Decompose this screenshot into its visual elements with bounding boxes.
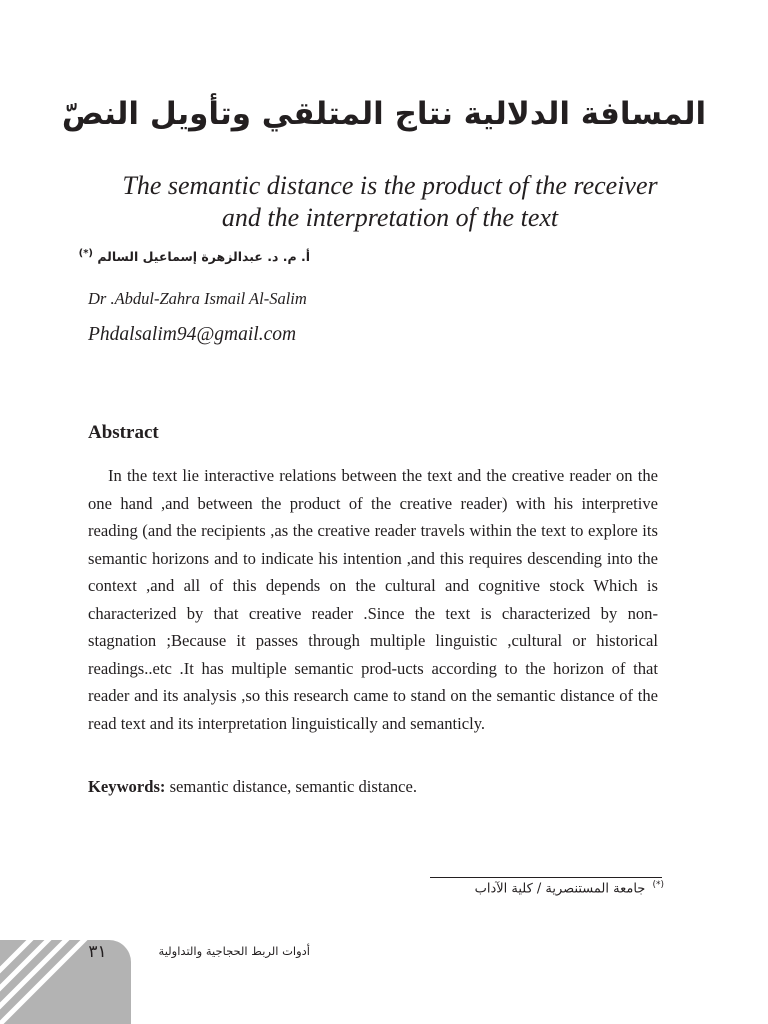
footnote-rule [430, 877, 662, 878]
english-author: Dr .Abdul-Zahra Ismail Al-Salim [88, 289, 307, 308]
english-title-line-1: The semantic distance is the product of the receiver [122, 171, 658, 200]
arabic-author [10, 248, 310, 264]
page-number: ٣١ [88, 942, 107, 962]
english-title-line-2: and the interpretation of the text [221, 203, 559, 232]
arabic-title: المسافة الدلالية نتاج المتلقي وتأويل النصّ [61, 96, 707, 132]
author-name-ar: أ. م. د. عبدالزهرة إسماعيل السالم [97, 249, 310, 265]
footnote-text: جامعة المستنصرية / كلية الآداب [474, 881, 646, 897]
footnote-mark: (*) [652, 880, 664, 890]
keywords-text: semantic distance, semantic distance. [169, 777, 418, 796]
running-title: أدوات الربط الحجاجية والتداولية [158, 944, 310, 958]
keywords-label: Keywords: [88, 777, 166, 796]
author-footnote-mark: (*) [78, 248, 93, 259]
author-email[interactable]: Phdalsalim94@gmail.com [88, 324, 297, 345]
abstract-body: In the text lie interactive relations between the text and the creative reader on the one hand ,and between the product of the creative reader) with his interpretive reading (and the recipients ,as the creative reader travels within the text to explore its semantic horizons and to indicate his intention ,and this requires descending into the context ,and all of this depends on the cultural and cognitive stock Which is characterized by that creative reader .Since the text is characterized by non-stagnation ;Because it passes through multiple linguistic ,cultural or historical readings..etc .It has multiple semantic prod-ucts according to the horizon of that reader and its analysis ,so this research came to stand on the semantic distance of the read text and its interpretation linguistically and semanticly. [88, 466, 658, 733]
keywords-line [88, 777, 668, 797]
english-title [60, 170, 720, 234]
footnote [364, 880, 664, 896]
abstract-heading: Abstract [88, 422, 159, 443]
